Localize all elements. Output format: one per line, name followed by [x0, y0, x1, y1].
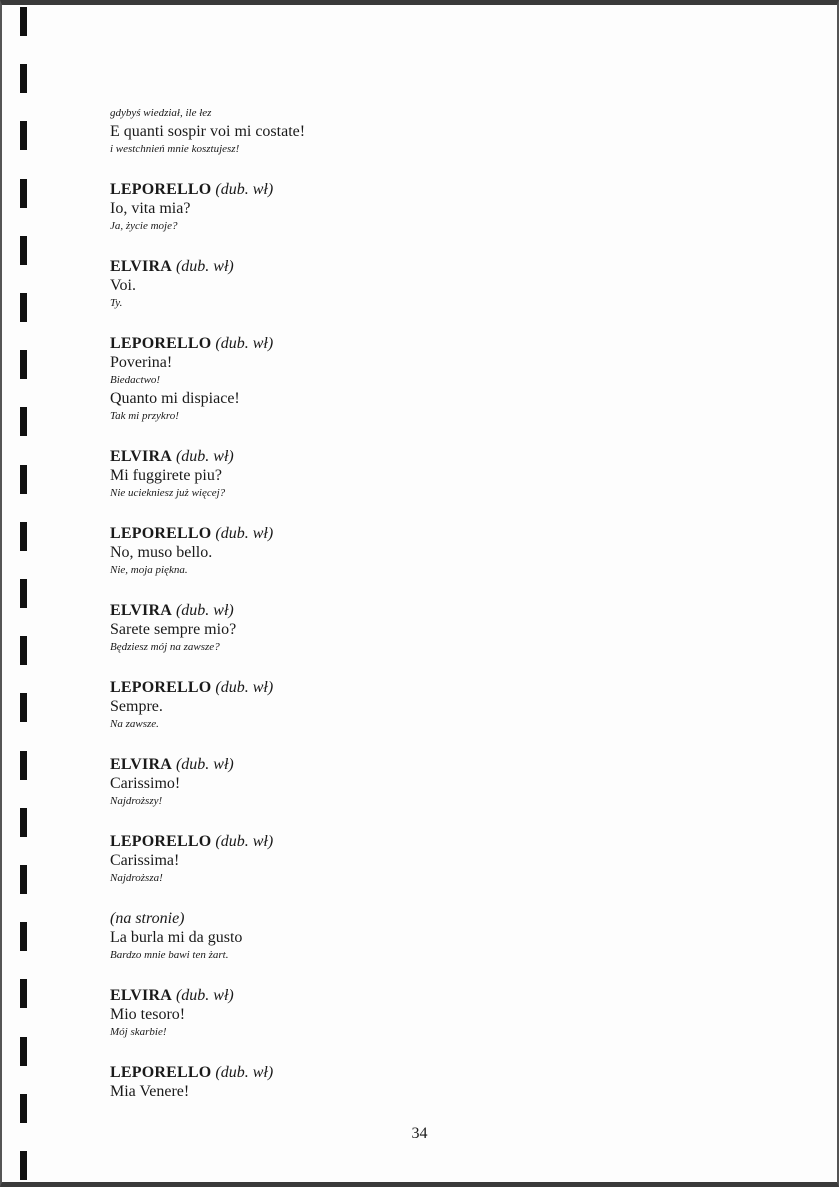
- polish-translation: Na zawsze.: [110, 718, 159, 730]
- italian-line: Quanto mi dispiace!: [110, 390, 240, 407]
- binding-holes: [20, 5, 28, 1182]
- polish-translation: Ja, życie moje?: [110, 220, 178, 232]
- italian-line: E quanti sospir voi mi costate!: [110, 123, 306, 140]
- stage-direction: (na stronie): [110, 910, 185, 927]
- binding-hole: [20, 293, 27, 322]
- speaker-line: [110, 986, 710, 1005]
- speaker-name: LEPORELLO: [110, 1064, 212, 1081]
- speaker-line: [110, 257, 710, 276]
- polish-translation: Najdroższa!: [110, 872, 163, 884]
- speaker-name: LEPORELLO: [110, 679, 212, 696]
- polish-translation: Nie, moja piękna.: [110, 564, 188, 576]
- dialogue-block: [110, 180, 710, 235]
- dialogue-block: [110, 678, 710, 733]
- speaker-note: (dub. wł): [175, 602, 234, 619]
- dialogue-block: [110, 986, 710, 1041]
- speaker-line: [110, 832, 710, 851]
- italian-line: Mi fuggirete piu?: [110, 467, 222, 484]
- polish-translation: gdybyś wiedział, ile łez: [110, 107, 212, 119]
- dialogue-block: [110, 334, 710, 425]
- binding-hole: [20, 1037, 27, 1066]
- italian-line: Voi.: [110, 277, 136, 294]
- speaker-note: (dub. wł): [175, 448, 234, 465]
- dialogue-block: [110, 447, 710, 502]
- speaker-line: [110, 447, 710, 466]
- italian-line: Poverina!: [110, 354, 173, 371]
- speaker-name: LEPORELLO: [110, 833, 212, 850]
- binding-hole: [20, 407, 27, 436]
- binding-hole: [20, 465, 27, 494]
- dialogue-block: [110, 1063, 710, 1101]
- polish-translation: Biedactwo!: [110, 374, 161, 386]
- speaker-note: (dub. wł): [215, 833, 274, 850]
- speaker-note: (dub. wł): [215, 1064, 274, 1081]
- italian-line: Mia Venere!: [110, 1083, 190, 1100]
- dialogue-block: [110, 755, 710, 810]
- binding-hole: [20, 64, 27, 93]
- speaker-line: [110, 334, 710, 353]
- polish-translation: Najdroższy!: [110, 795, 163, 807]
- binding-hole: [20, 7, 27, 36]
- libretto-content: [110, 105, 710, 1123]
- speaker-line: [110, 180, 710, 199]
- speaker-note: (dub. wł): [175, 258, 234, 275]
- speaker-name: LEPORELLO: [110, 525, 212, 542]
- speaker-name: ELVIRA: [110, 258, 172, 275]
- dialogue-block: [110, 524, 710, 579]
- italian-line: Carissimo!: [110, 775, 181, 792]
- speaker-note: (dub. wł): [215, 679, 274, 696]
- speaker-line: [110, 601, 710, 620]
- polish-translation: i westchnień mnie kosztujesz!: [110, 143, 240, 155]
- speaker-name: ELVIRA: [110, 987, 172, 1004]
- speaker-line: [110, 1063, 710, 1082]
- italian-line: Io, vita mia?: [110, 200, 191, 217]
- binding-hole: [20, 1151, 27, 1180]
- speaker-name: ELVIRA: [110, 602, 172, 619]
- polish-translation: Nie uciekniesz już więcej?: [110, 487, 226, 499]
- speaker-note: (dub. wł): [175, 756, 234, 773]
- binding-hole: [20, 922, 27, 951]
- speaker-note: (dub. wł): [215, 181, 274, 198]
- italian-line: No, muso bello.: [110, 544, 213, 561]
- page-number: 34: [411, 1125, 428, 1142]
- binding-hole: [20, 693, 27, 722]
- binding-hole: [20, 979, 27, 1008]
- speaker-line: [110, 755, 710, 774]
- speaker-name: LEPORELLO: [110, 335, 212, 352]
- binding-hole: [20, 636, 27, 665]
- polish-translation: Bardzo mnie bawi ten żart.: [110, 949, 229, 961]
- italian-line: La burla mi da gusto: [110, 929, 243, 946]
- dialogue-block: [110, 601, 710, 656]
- dialogue-block: [110, 105, 710, 158]
- speaker-note: (dub. wł): [175, 987, 234, 1004]
- polish-translation: Będziesz mój na zawsze?: [110, 641, 220, 653]
- speaker-name: LEPORELLO: [110, 181, 212, 198]
- binding-hole: [20, 808, 27, 837]
- dialogue-block: [110, 257, 710, 312]
- speaker-note: (dub. wł): [215, 525, 274, 542]
- binding-hole: [20, 751, 27, 780]
- dialogue-block: [110, 909, 710, 964]
- binding-hole: [20, 121, 27, 150]
- binding-hole: [20, 579, 27, 608]
- speaker-note: (dub. wł): [215, 335, 274, 352]
- polish-translation: Mój skarbie!: [110, 1026, 167, 1038]
- binding-hole: [20, 179, 27, 208]
- polish-translation: Ty.: [110, 297, 123, 309]
- speaker-name: ELVIRA: [110, 448, 172, 465]
- speaker-line: [110, 678, 710, 697]
- binding-hole: [20, 865, 27, 894]
- italian-line: Sarete sempre mio?: [110, 621, 237, 638]
- binding-hole: [20, 522, 27, 551]
- italian-line: Sempre.: [110, 698, 163, 715]
- binding-hole: [20, 236, 27, 265]
- italian-line: Mio tesoro!: [110, 1006, 186, 1023]
- binding-hole: [20, 1094, 27, 1123]
- speaker-line: [110, 524, 710, 543]
- italian-line: Carissima!: [110, 852, 180, 869]
- binding-hole: [20, 350, 27, 379]
- speaker-name: ELVIRA: [110, 756, 172, 773]
- dialogue-block: [110, 832, 710, 887]
- polish-translation: Tak mi przykro!: [110, 410, 179, 422]
